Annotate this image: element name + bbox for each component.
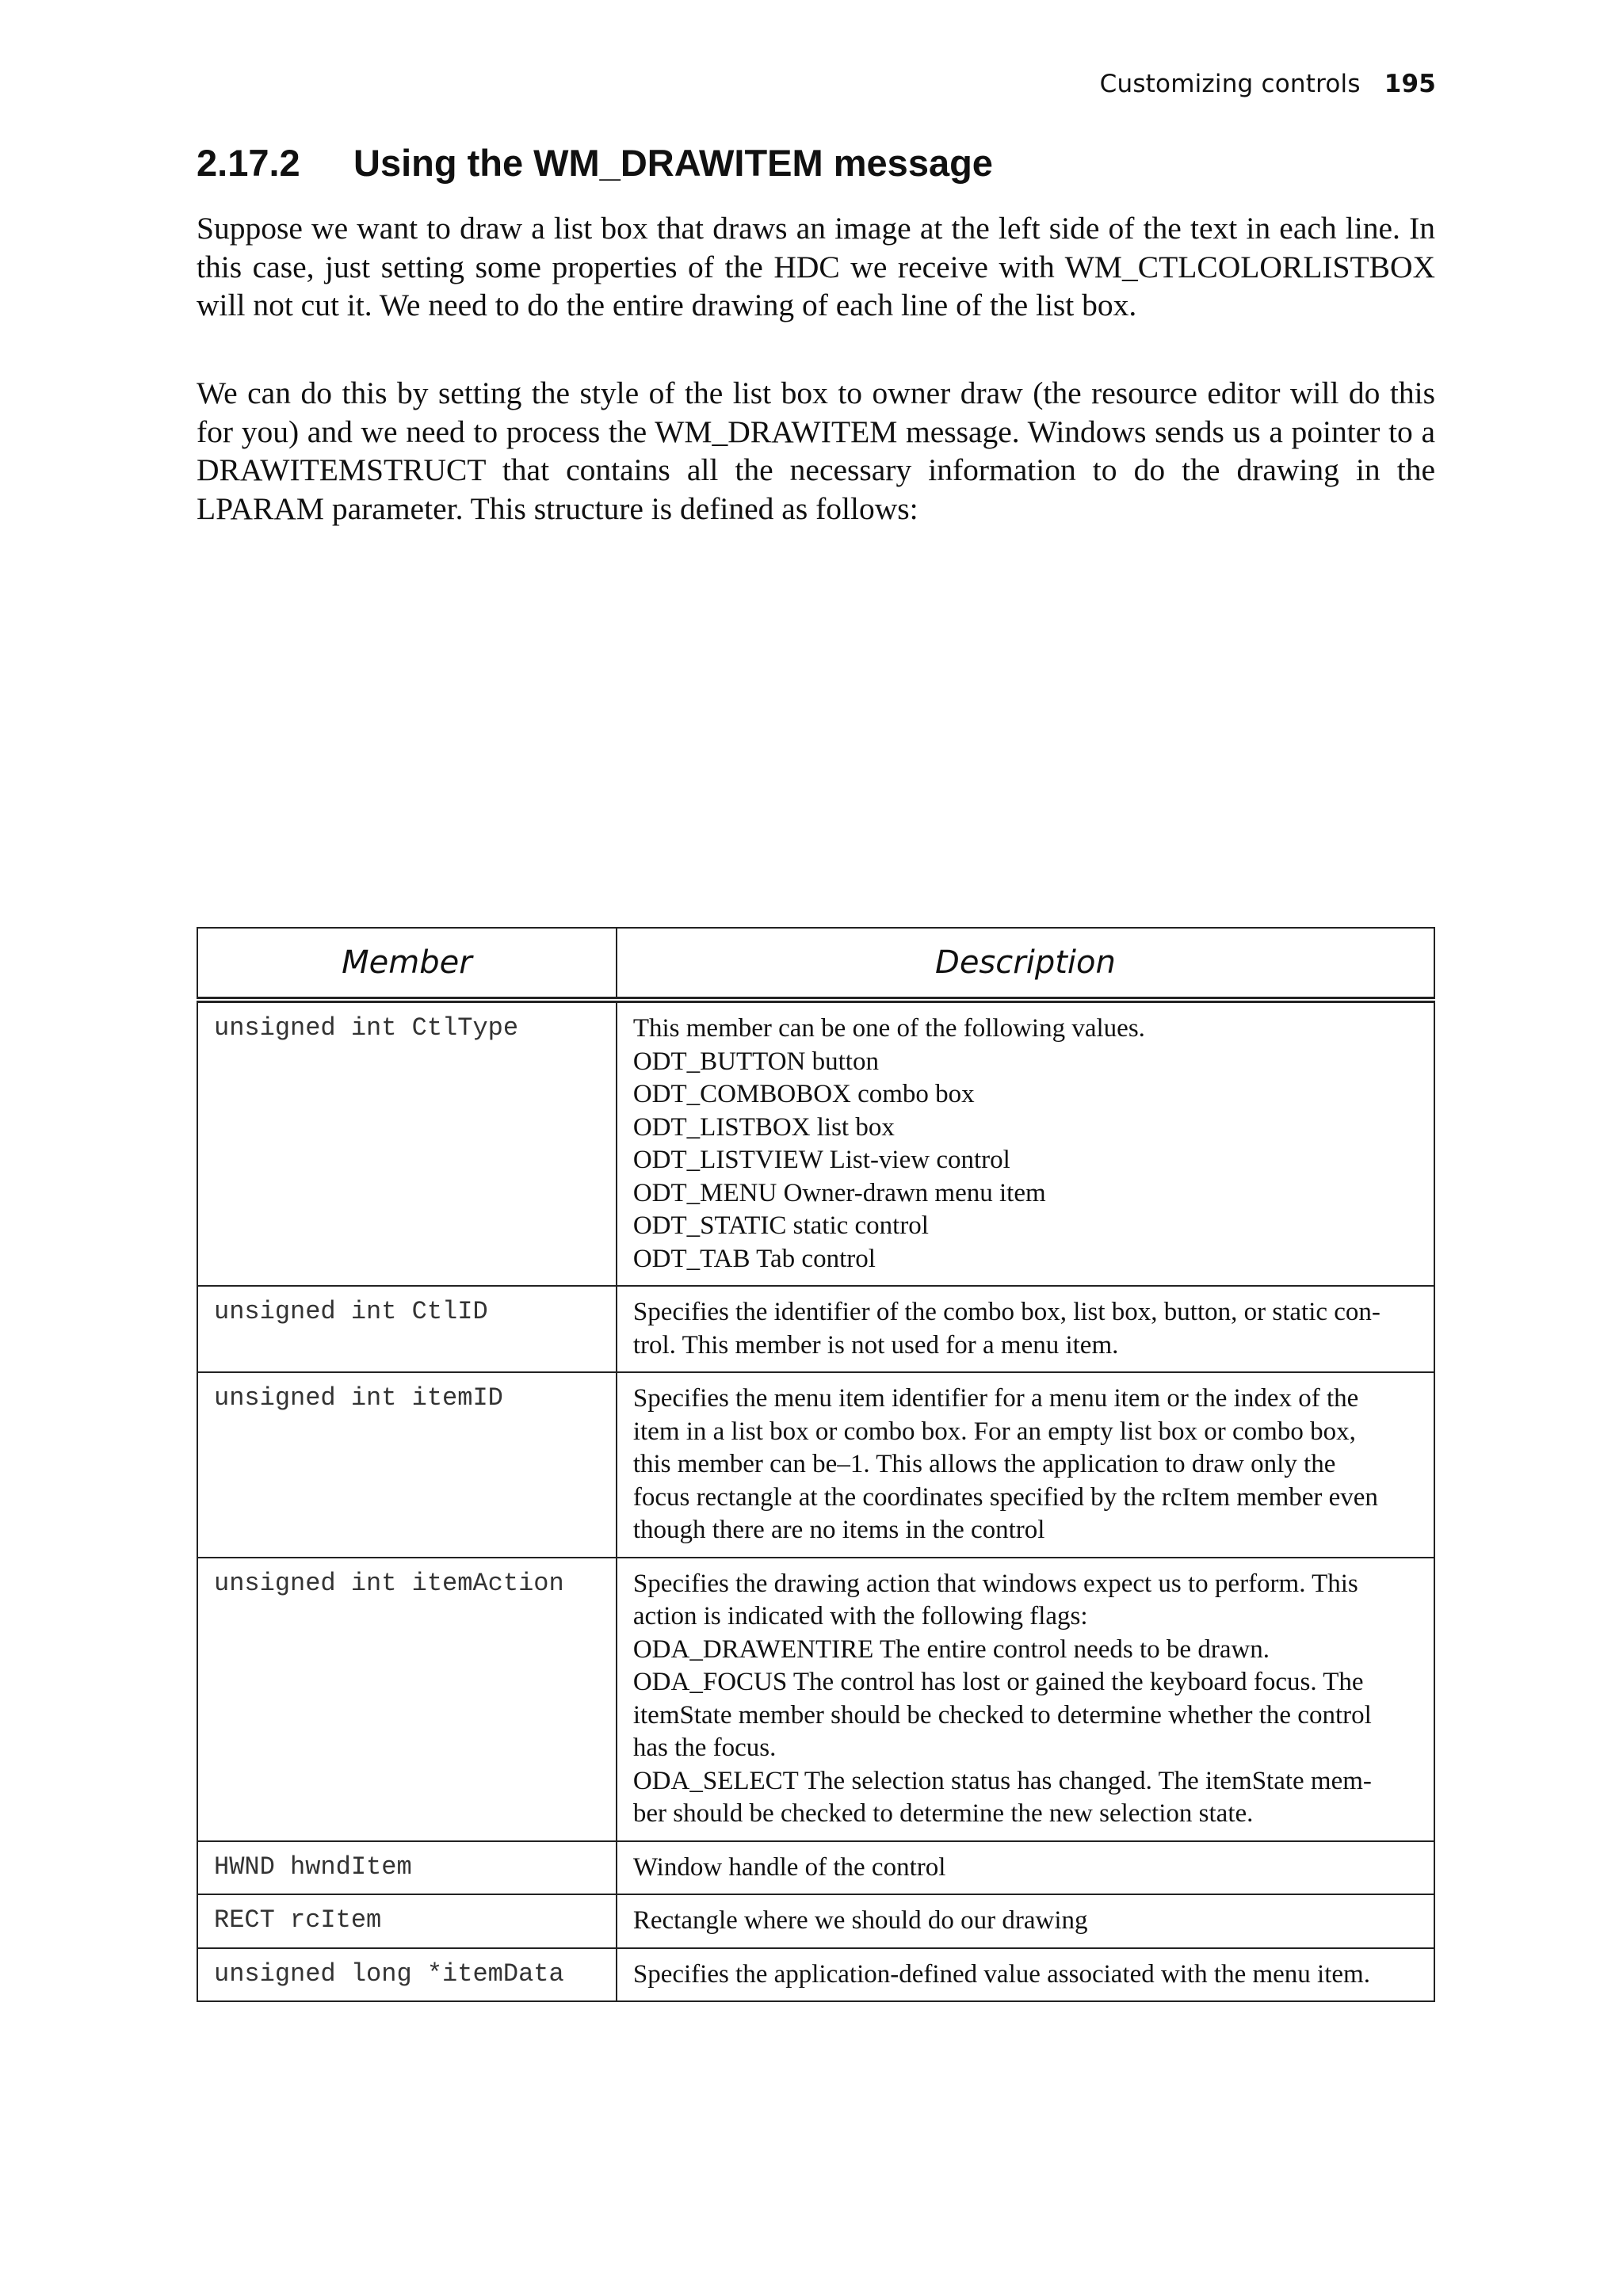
description-line: ODT_LISTVIEW List-view control bbox=[632, 1146, 1010, 1174]
member-cell: unsigned int CtlType bbox=[197, 1000, 617, 1286]
table-row bbox=[197, 1948, 1434, 2002]
description-line: Specifies the drawing action that windows expect us to perform. This bbox=[632, 1569, 1358, 1598]
description-line: This member can be one of the following values. bbox=[632, 1014, 1145, 1043]
member-cell: unsigned int itemAction bbox=[197, 1558, 617, 1841]
description-line: ber should be checked to determine the new selection state. bbox=[632, 1799, 1254, 1828]
description-line: ODA_FOCUS The control has lost or gained the keyboard focus. The bbox=[632, 1668, 1364, 1696]
section-heading bbox=[197, 141, 993, 185]
description-cell bbox=[617, 1841, 1434, 1895]
member-column-header: Member bbox=[197, 928, 617, 1000]
description-line: ODT_MENU Owner-drawn menu item bbox=[632, 1178, 1046, 1207]
description-line: ODA_DRAWENTIRE The entire control needs to be drawn. bbox=[632, 1634, 1270, 1664]
description-line: focus rectangle at the coordinates specified by the rcItem member even bbox=[632, 1482, 1378, 1512]
table-header-row bbox=[197, 928, 1434, 1000]
table-row bbox=[197, 1558, 1434, 1841]
description-line: ODT_BUTTON button bbox=[632, 1047, 879, 1076]
running-head-title: Customizing controls bbox=[1099, 70, 1361, 98]
member-cell: RECT rcItem bbox=[197, 1894, 617, 1948]
description-line: ODT_LISTBOX list box bbox=[632, 1112, 895, 1142]
description-line: ODT_COMBOBOX combo box bbox=[632, 1080, 975, 1108]
description-cell bbox=[617, 1894, 1434, 1948]
body-paragraph-1: Suppose we want to draw a list box that draws an image at the left side of the text in each line. In this case, just setting some properties of the HDC we receive with WM_CTLCOLORLISTBOX will not cut it. We need to do the entire drawing of each line of the list box. bbox=[197, 211, 1435, 322]
description-line: though there are no items in the control bbox=[632, 1516, 1045, 1544]
description-line: action is indicated with the following flags: bbox=[632, 1602, 1088, 1630]
table-body bbox=[197, 1000, 1434, 2001]
table-row bbox=[197, 1000, 1434, 1286]
table-row bbox=[197, 1372, 1434, 1558]
description-line: this member can be–1. This allows the application to draw only the bbox=[632, 1450, 1336, 1478]
description-cell bbox=[617, 1286, 1434, 1372]
description-line: Rectangle where we should do our drawing bbox=[632, 1906, 1088, 1935]
member-cell: unsigned int CtlID bbox=[197, 1286, 617, 1372]
description-line: Window handle of the control bbox=[632, 1852, 946, 1882]
description-line: has the focus. bbox=[632, 1733, 777, 1762]
table-row bbox=[197, 1286, 1434, 1372]
drawitemstruct-table bbox=[197, 927, 1435, 2002]
table-row bbox=[197, 1841, 1434, 1895]
member-cell: HWND hwndItem bbox=[197, 1841, 617, 1895]
description-line: Specifies the identifier of the combo box, list box, button, or static con- bbox=[632, 1298, 1381, 1326]
page-number: 195 bbox=[1384, 70, 1436, 98]
description-cell bbox=[617, 1948, 1434, 2002]
description-line: ODA_SELECT The selection status has changed. The itemState mem- bbox=[632, 1766, 1372, 1795]
description-cell bbox=[617, 1558, 1434, 1841]
member-cell: unsigned int itemID bbox=[197, 1372, 617, 1558]
section-title: Using the WM_DRAWITEM message bbox=[353, 142, 993, 184]
description-cell bbox=[617, 1000, 1434, 1286]
description-line: ODT_STATIC static control bbox=[632, 1211, 929, 1240]
description-line: itemState member should be checked to determine whether the control bbox=[632, 1700, 1372, 1730]
body-paragraph-2: We can do this by setting the style of the list box to owner draw (the resource editor will do this for you) and we need to process the WM_DRAWITEM message. Windows sends us a pointer to a DRAWITEMSTRUCT that contains all the necessary information to do the drawing in the LPARAM parameter. This structure is defined as follows: bbox=[197, 376, 1435, 526]
description-column-header: Description bbox=[617, 928, 1434, 1000]
description-line: trol. This member is not used for a menu item. bbox=[632, 1330, 1119, 1360]
description-line: Specifies the menu item identifier for a menu item or the index of the bbox=[632, 1384, 1359, 1413]
description-line: Specifies the application-defined value associated with the menu item. bbox=[632, 1959, 1370, 1989]
description-line: item in a list box or combo box. For an empty list box or combo box, bbox=[632, 1417, 1356, 1446]
table-row bbox=[197, 1894, 1434, 1948]
member-cell: unsigned long *itemData bbox=[197, 1948, 617, 2002]
description-cell bbox=[617, 1372, 1434, 1558]
description-line: ODT_TAB Tab control bbox=[632, 1244, 876, 1273]
section-number: 2.17.2 bbox=[197, 142, 300, 184]
running-head bbox=[1100, 70, 1436, 98]
